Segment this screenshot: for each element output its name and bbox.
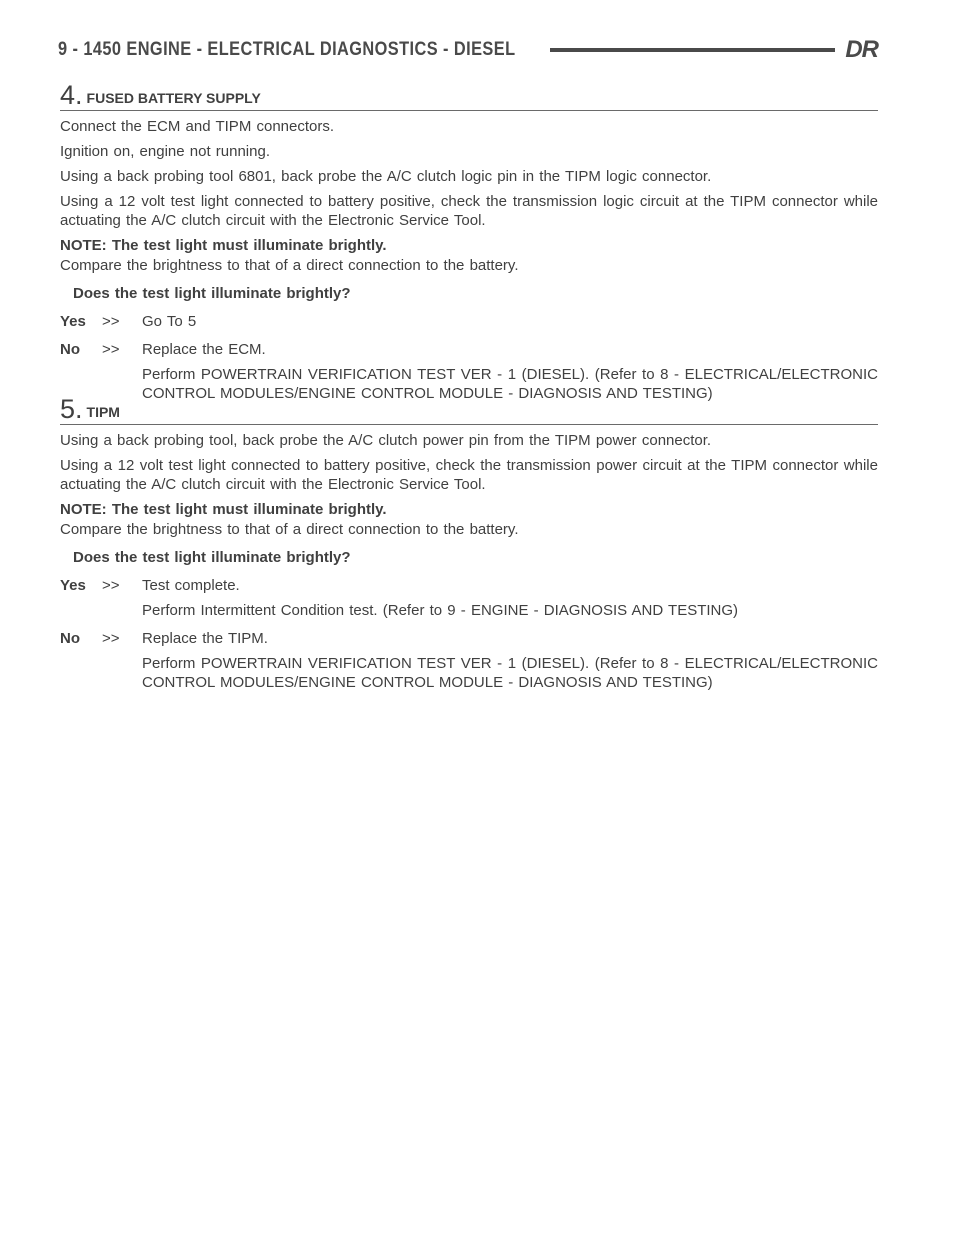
model-code: DR bbox=[845, 36, 878, 63]
answer-body bbox=[142, 576, 878, 620]
step-heading bbox=[60, 396, 878, 425]
answer-label: Yes bbox=[60, 313, 86, 330]
instruction-paragraph: Using a back probing tool, back probe the A/C clutch power pin from the TIPM power connector. bbox=[60, 432, 712, 449]
step-number: 5. bbox=[60, 394, 83, 424]
answer-line: Replace the TIPM. bbox=[142, 630, 268, 647]
step-title: TIPM bbox=[86, 404, 120, 420]
instruction-paragraph: Using a 12 volt test light connected to battery positive, check the transmission power circuit at the TIPM connector while actuating the A/C clutch circuit with the Electronic Service Tool. bbox=[60, 457, 878, 493]
step-4 bbox=[60, 82, 878, 403]
note: NOTE: The test light must illuminate brightly. bbox=[60, 237, 387, 254]
answer-line: Replace the ECM. bbox=[142, 341, 266, 358]
instruction-paragraph: Using a 12 volt test light connected to battery positive, check the transmission logic circuit at the TIPM connector while actuating the A/C clutch circuit with the Electronic Service Tool. bbox=[60, 193, 878, 229]
answer-label: No bbox=[60, 341, 80, 358]
step-5 bbox=[60, 396, 878, 692]
test-question: Does the test light illuminate brightly? bbox=[73, 549, 351, 566]
instruction-paragraph: Compare the brightness to that of a direct connection to the battery. bbox=[60, 521, 519, 538]
page-header bbox=[58, 36, 878, 64]
step-heading bbox=[60, 82, 878, 111]
answer-yes bbox=[60, 576, 878, 620]
answer-label: No bbox=[60, 630, 80, 647]
instruction-paragraph: Compare the brightness to that of a direct connection to the battery. bbox=[60, 257, 519, 274]
header-rule bbox=[550, 48, 835, 52]
page-title: 9 - 1450 ENGINE - ELECTRICAL DIAGNOSTICS - DIESEL bbox=[58, 39, 516, 60]
answer-no bbox=[60, 629, 878, 692]
answer-body bbox=[142, 340, 878, 403]
note: NOTE: The test light must illuminate brightly. bbox=[60, 501, 387, 518]
instruction-paragraph: Using a back probing tool 6801, back probe the A/C clutch logic pin in the TIPM logic connector. bbox=[60, 168, 712, 185]
answer-arrow: >> bbox=[102, 577, 120, 594]
answer-label: Yes bbox=[60, 577, 86, 594]
answer-body bbox=[142, 629, 878, 692]
answer-no bbox=[60, 340, 878, 403]
step-number: 4. bbox=[60, 80, 83, 110]
answer-arrow: >> bbox=[102, 313, 120, 330]
answer-arrow: >> bbox=[102, 630, 120, 647]
answer-body bbox=[142, 312, 878, 331]
step-title: FUSED BATTERY SUPPLY bbox=[86, 90, 261, 106]
answer-yes bbox=[60, 312, 878, 331]
answer-line: Test complete. bbox=[142, 577, 240, 594]
test-question: Does the test light illuminate brightly? bbox=[73, 285, 351, 302]
answer-arrow: >> bbox=[102, 341, 120, 358]
instruction-paragraph: Connect the ECM and TIPM connectors. bbox=[60, 118, 335, 135]
answer-line: Go To 5 bbox=[142, 313, 197, 330]
instruction-paragraph: Ignition on, engine not running. bbox=[60, 143, 270, 160]
answer-line: Perform Intermittent Condition test. (Refer to 9 - ENGINE - DIAGNOSIS AND TESTING) bbox=[142, 602, 739, 619]
answer-line: Perform POWERTRAIN VERIFICATION TEST VER - 1 (DIESEL). (Refer to 8 - ELECTRICAL/ELECTRONIC CONTROL MODULES/ENGINE CONTROL MODULE - DIAGNOSIS AND TESTING) bbox=[142, 655, 878, 691]
answer-line: Perform POWERTRAIN VERIFICATION TEST VER - 1 (DIESEL). (Refer to 8 - ELECTRICAL/ELECTRONIC CONTROL MODULES/ENGINE CONTROL MODULE - DIAGNOSIS AND TESTING) bbox=[142, 366, 878, 402]
